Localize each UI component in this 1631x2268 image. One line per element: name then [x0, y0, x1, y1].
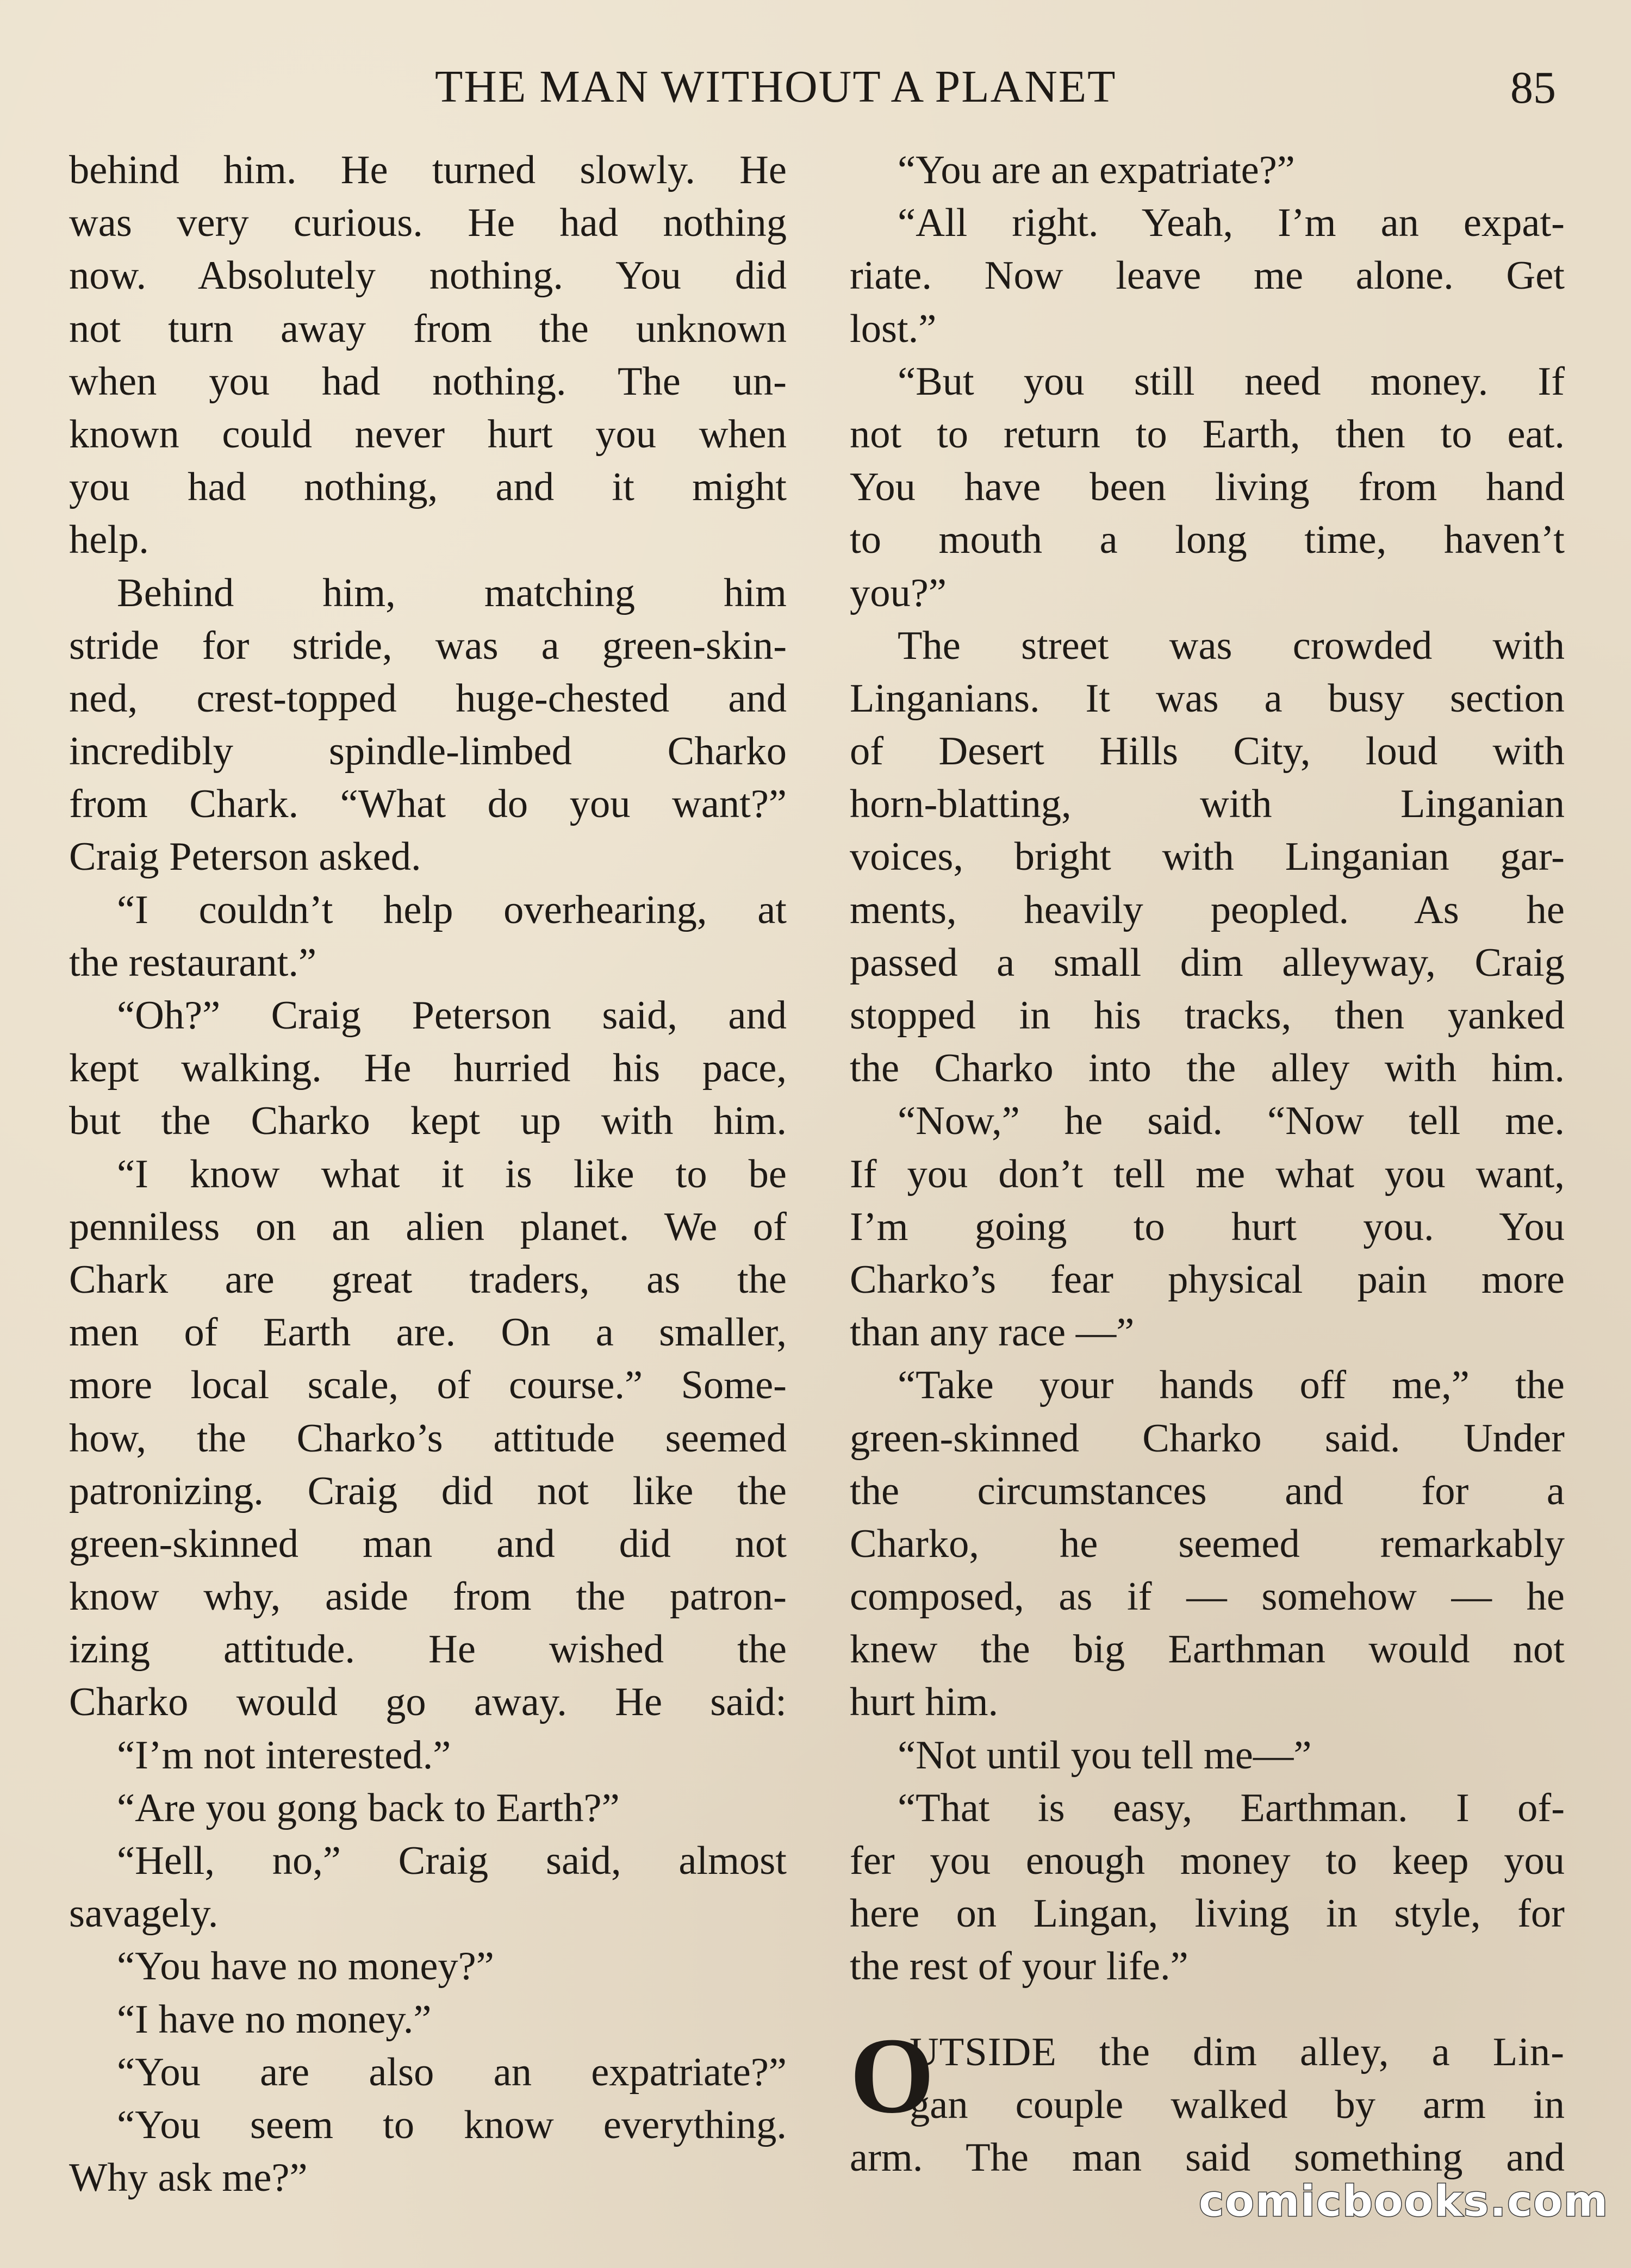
text-line: when you had nothing. The un- — [69, 359, 787, 404]
text-line: ments, heavily peopled. As he — [850, 887, 1565, 932]
text-line: more local scale, of course.” Some- — [69, 1363, 787, 1408]
text-line: “Take your hands off me,” the — [898, 1363, 1565, 1408]
text-line: Behind him, matching him — [117, 570, 787, 615]
text-line: known could never hurt you when — [69, 412, 787, 457]
text-line: of Desert Hills City, loud with — [850, 729, 1565, 774]
text-line: voices, bright with Linganian gar- — [850, 834, 1565, 880]
text-line: know why, aside from the patron- — [69, 1574, 787, 1619]
text-line: “I have no money.” — [117, 1997, 432, 2042]
text-line: men of Earth are. On a smaller, — [69, 1310, 787, 1355]
text-line: “That is easy, Earthman. I of- — [898, 1785, 1565, 1830]
text-line: was very curious. He had nothing — [69, 201, 787, 246]
text-line: stopped in his tracks, then yanked — [850, 993, 1565, 1038]
text-line: penniless on an alien planet. We of — [69, 1204, 787, 1249]
text-line: “All right. Yeah, I’m an expat- — [898, 201, 1565, 246]
text-line: Charko’s fear physical pain more — [850, 1257, 1565, 1302]
text-line: hurt him. — [850, 1680, 999, 1725]
text-line: the restaurant.” — [69, 940, 317, 985]
running-title: THE MAN WITHOUT A PLANET — [435, 61, 1117, 112]
text-line: “Oh?” Craig Peterson said, and — [117, 993, 787, 1038]
text-line: green-skinned man and did not — [69, 1521, 787, 1566]
text-line: Charko, he seemed remarkably — [850, 1521, 1565, 1566]
text-line: Why ask me?” — [69, 2155, 308, 2201]
text-line: patronizing. Craig did not like the — [69, 1468, 787, 1513]
text-line: If you don’t tell me what you want, — [850, 1151, 1565, 1197]
text-line: horn-blatting, with Linganian — [850, 782, 1565, 827]
text-line: the Charko into the alley with him. — [850, 1046, 1565, 1091]
text-line: “Not until you tell me—” — [898, 1733, 1312, 1778]
text-line: to mouth a long time, haven’t — [850, 518, 1565, 563]
text-line: you had nothing, and it might — [69, 465, 787, 510]
text-line: lost.” — [850, 306, 937, 351]
text-line: than any race —” — [850, 1310, 1135, 1355]
text-line: You have been living from hand — [850, 465, 1565, 510]
text-line: izing attitude. He wished the — [69, 1627, 787, 1672]
text-line: “Hell, no,” Craig said, almost — [117, 1839, 787, 1883]
text-line: fer you enough money to keep you — [850, 1839, 1565, 1883]
text-line: “I couldn’t help overhearing, at — [117, 887, 787, 932]
text-line: “But you still need money. If — [898, 359, 1565, 404]
watermark: comicbooks.com — [1199, 2177, 1609, 2226]
text-line: UTSIDE the dim alley, a Lin- — [910, 2029, 1565, 2074]
text-line: but the Charko kept up with him. — [69, 1099, 787, 1144]
text-line: knew the big Earthman would not — [850, 1627, 1565, 1672]
text-line: stride for stride, was a green-skin- — [69, 623, 787, 668]
section-opening — [850, 2015, 1565, 2185]
text-line: composed, as if — somehow — he — [850, 1574, 1565, 1619]
text-line: “I know what it is like to be — [117, 1151, 787, 1197]
page-number: 85 — [1510, 63, 1556, 113]
text-line: the circumstances and for a — [850, 1468, 1565, 1513]
text-line: not turn away from the unknown — [69, 306, 787, 351]
text-line: riate. Now leave me alone. Get — [850, 253, 1565, 298]
text-line: not to return to Earth, then to eat. — [850, 412, 1565, 457]
text-line: you?” — [850, 570, 947, 615]
text-line: “You are also an expatriate?” — [117, 2049, 787, 2095]
text-line: savagely. — [69, 1891, 219, 1936]
text-line: how, the Charko’s attitude seemed — [69, 1416, 787, 1461]
text-line: I’m going to hurt you. You — [850, 1204, 1565, 1249]
text-line: “Are you gong back to Earth?” — [117, 1785, 620, 1830]
text-line: behind him. He turned slowly. He — [69, 148, 787, 192]
text-line: “Now,” he said. “Now tell me. — [898, 1099, 1565, 1144]
text-line: passed a small dim alleyway, Craig — [850, 940, 1565, 985]
section-break — [850, 1993, 1565, 2026]
text-line: arm. The man said something and — [850, 2135, 1565, 2180]
text-line: the rest of your life.” — [850, 1944, 1188, 1989]
text-line: kept walking. He hurried his pace, — [69, 1046, 787, 1091]
text-line: “You are an expatriate?” — [898, 148, 1295, 192]
text-line: “I’m not interested.” — [117, 1733, 451, 1778]
text-line: Charko would go away. He said: — [69, 1680, 787, 1725]
text-line: green-skinned Charko said. Under — [850, 1416, 1565, 1461]
text-line: Chark are great traders, as the — [69, 1257, 787, 1302]
text-line: Linganians. It was a busy section — [850, 676, 1565, 721]
text-line: incredibly spindle-limbed Charko — [69, 729, 787, 774]
text-line: ned, crest-topped huge-chested and — [69, 676, 787, 721]
text-line: Craig Peterson asked. — [69, 834, 421, 880]
text-line: “You have no money?” — [117, 1944, 494, 1989]
text-line: The street was crowded with — [898, 623, 1565, 668]
drop-cap: O — [850, 2015, 935, 2136]
left-column — [69, 144, 787, 2204]
text-line: here on Lingan, living in style, for — [850, 1891, 1565, 1936]
text-line: help. — [69, 518, 149, 563]
text-line: from Chark. “What do you want?” — [69, 782, 787, 827]
text-line: gan couple walked by arm in — [910, 2082, 1565, 2127]
running-header — [0, 57, 1631, 117]
text-line: “You seem to know everything. — [117, 2102, 787, 2147]
right-column — [850, 144, 1565, 2184]
text-line: now. Absolutely nothing. You did — [69, 253, 787, 298]
